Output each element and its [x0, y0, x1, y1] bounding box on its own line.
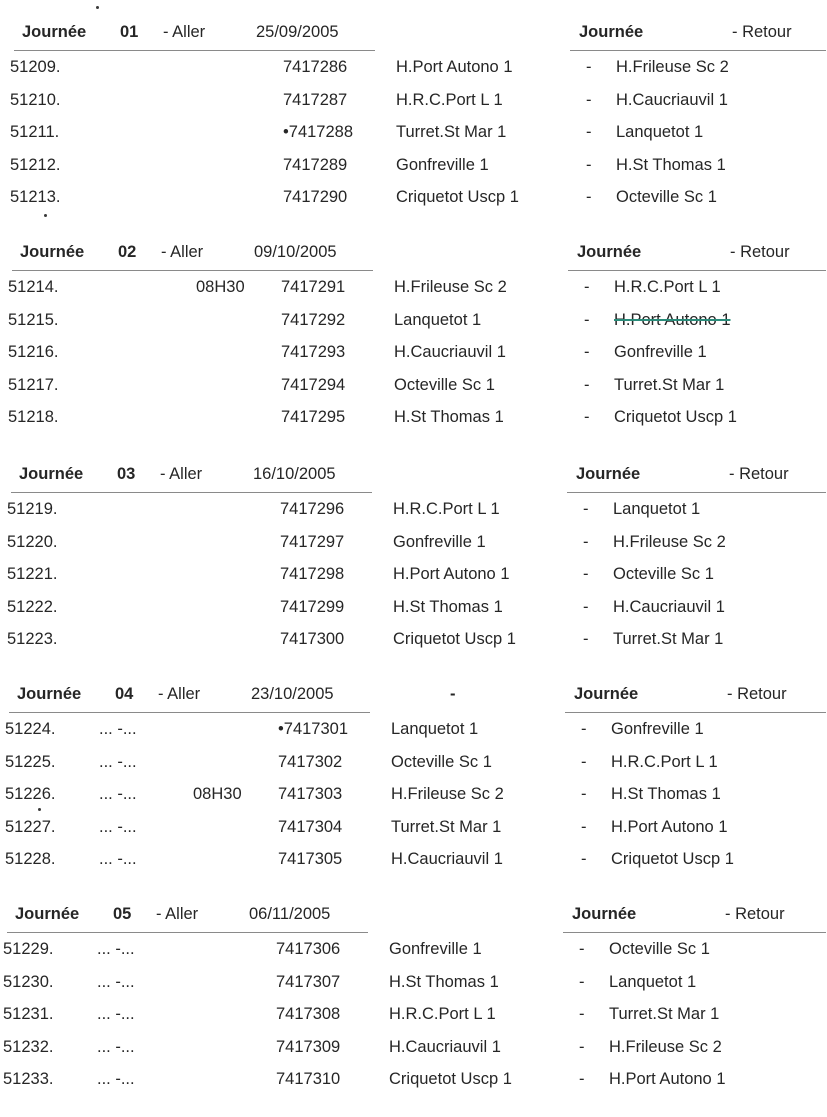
- match-code: 7417290: [283, 188, 348, 206]
- match-id: 51218.: [8, 408, 59, 426]
- retour-label: - Retour: [729, 465, 789, 483]
- aller-label: - Aller: [158, 685, 201, 703]
- home-team: H.St Thomas 1: [389, 973, 499, 991]
- match-code: 7417289: [283, 156, 348, 174]
- versus-dash: -: [586, 91, 592, 109]
- match-id: 51223.: [7, 630, 58, 648]
- away-team: H.St Thomas 1: [611, 785, 721, 803]
- match-code: 7417299: [280, 598, 345, 616]
- retour-header-rule: [563, 932, 826, 933]
- match-id: 51219.: [7, 500, 58, 518]
- away-team: Gonfreville 1: [614, 343, 707, 361]
- aller-header-rule: [11, 492, 372, 493]
- match-code: 7417302: [278, 753, 343, 771]
- match-id: 51220.: [7, 533, 58, 551]
- away-team: Octeville Sc 1: [609, 940, 710, 958]
- retour-journee-label: Journée: [577, 243, 642, 261]
- aller-label: - Aller: [163, 23, 206, 41]
- aller-header-rule: [9, 712, 370, 713]
- away-team: H.Caucriauvil 1: [616, 91, 728, 109]
- journee-block: [0, 682, 827, 897]
- versus-dash: -: [579, 1070, 585, 1088]
- retour-journee-label: Journée: [576, 465, 641, 483]
- aller-header-rule: [14, 50, 375, 51]
- home-team: Turret.St Mar 1: [396, 123, 507, 141]
- versus-dash: -: [584, 376, 590, 394]
- match-id: 51229.: [3, 940, 54, 958]
- away-team: Lanquetot 1: [616, 123, 704, 141]
- home-team: Lanquetot 1: [394, 311, 482, 329]
- home-team: H.R.C.Port L 1: [389, 1005, 496, 1023]
- versus-dash: -: [584, 278, 590, 296]
- away-team: Criquetot Uscp 1: [614, 408, 737, 426]
- home-team: Octeville Sc 1: [391, 753, 492, 771]
- match-id: 51233.: [3, 1070, 54, 1088]
- away-team: Turret.St Mar 1: [613, 630, 724, 648]
- away-team: H.St Thomas 1: [616, 156, 726, 174]
- match-id: 51213.: [10, 188, 61, 206]
- match-code: 7417287: [283, 91, 348, 109]
- home-team: Octeville Sc 1: [394, 376, 495, 394]
- away-team: Criquetot Uscp 1: [611, 850, 734, 868]
- away-team: Octeville Sc 1: [616, 188, 717, 206]
- aller-header-rule: [12, 270, 373, 271]
- journee-number: 02: [118, 243, 137, 261]
- retour-journee-label: Journée: [574, 685, 639, 703]
- match-code: 7417292: [281, 311, 346, 329]
- home-team: H.Port Autono 1: [393, 565, 510, 583]
- home-team: H.Port Autono 1: [396, 58, 513, 76]
- home-team: H.R.C.Port L 1: [393, 500, 500, 518]
- journee-label: Journée: [22, 23, 87, 41]
- retour-label: - Retour: [730, 243, 790, 261]
- away-team: H.R.C.Port L 1: [614, 278, 721, 296]
- home-team: Gonfreville 1: [389, 940, 482, 958]
- home-team: H.St Thomas 1: [393, 598, 503, 616]
- retour-label: - Retour: [727, 685, 787, 703]
- versus-dash: -: [583, 565, 589, 583]
- versus-dash: -: [583, 630, 589, 648]
- match-placeholder: ... -...: [99, 753, 137, 771]
- journee-label: Journée: [19, 465, 84, 483]
- away-team: Turret.St Mar 1: [609, 1005, 720, 1023]
- journee-block: [0, 902, 827, 1117]
- match-id: 51232.: [3, 1038, 54, 1056]
- match-code: 7417286: [283, 58, 348, 76]
- match-code: 7417298: [280, 565, 345, 583]
- match-placeholder: ... -...: [97, 1070, 135, 1088]
- match-id: 51217.: [8, 376, 59, 394]
- home-team: H.Frileuse Sc 2: [391, 785, 504, 803]
- versus-dash: -: [581, 818, 587, 836]
- versus-dash: -: [579, 1038, 585, 1056]
- home-team: H.R.C.Port L 1: [396, 91, 503, 109]
- versus-dash: -: [584, 343, 590, 361]
- aller-label: - Aller: [161, 243, 204, 261]
- journee-number: 05: [113, 905, 132, 923]
- home-team: H.Frileuse Sc 2: [394, 278, 507, 296]
- retour-label: - Retour: [725, 905, 785, 923]
- home-team: Criquetot Uscp 1: [396, 188, 519, 206]
- match-id: 51210.: [10, 91, 61, 109]
- journee-number: 01: [120, 23, 139, 41]
- match-code: 7417297: [280, 533, 345, 551]
- journee-date: 06/11/2005: [249, 905, 331, 923]
- away-team: H.Caucriauvil 1: [613, 598, 725, 616]
- home-team: Gonfreville 1: [393, 533, 486, 551]
- match-id: 51228.: [5, 850, 56, 868]
- versus-dash: -: [581, 753, 587, 771]
- scan-speck: [96, 6, 99, 9]
- match-code: 7417304: [278, 818, 343, 836]
- match-time: 08H30: [193, 785, 242, 803]
- match-id: 51225.: [5, 753, 56, 771]
- match-id: 51211.: [10, 123, 60, 141]
- match-code: 7417296: [280, 500, 345, 518]
- journee-number: 04: [115, 685, 134, 703]
- match-id: 51215.: [8, 311, 59, 329]
- versus-dash: -: [579, 1005, 585, 1023]
- retour-journee-label: Journée: [572, 905, 637, 923]
- retour-label: - Retour: [732, 23, 792, 41]
- journee-block: [0, 20, 827, 235]
- match-code: 7417306: [276, 940, 341, 958]
- away-team: Gonfreville 1: [611, 720, 704, 738]
- versus-dash: -: [581, 720, 587, 738]
- match-code: 7417293: [281, 343, 346, 361]
- scan-speck: [44, 214, 47, 217]
- match-code: 7417307: [276, 973, 341, 991]
- journee-label: Journée: [15, 905, 80, 923]
- match-placeholder: ... -...: [97, 1038, 135, 1056]
- versus-dash: -: [583, 500, 589, 518]
- match-id: 51214.: [8, 278, 59, 296]
- match-placeholder: ... -...: [99, 850, 137, 868]
- away-team: Turret.St Mar 1: [614, 376, 725, 394]
- home-team: Criquetot Uscp 1: [393, 630, 516, 648]
- versus-dash: -: [583, 533, 589, 551]
- versus-dash: -: [584, 311, 590, 329]
- home-team: Criquetot Uscp 1: [389, 1070, 512, 1088]
- scan-speck: [38, 808, 41, 811]
- away-team: H.Frileuse Sc 2: [613, 533, 726, 551]
- versus-dash: -: [581, 850, 587, 868]
- retour-header-rule: [565, 712, 826, 713]
- match-id: 51221.: [7, 565, 58, 583]
- match-placeholder: ... -...: [99, 785, 137, 803]
- match-id: 51227.: [5, 818, 56, 836]
- retour-journee-label: Journée: [579, 23, 644, 41]
- match-placeholder: ... -...: [97, 1005, 135, 1023]
- match-id: 51222.: [7, 598, 58, 616]
- versus-dash: -: [586, 58, 592, 76]
- match-placeholder: ... -...: [99, 720, 137, 738]
- match-id: 51230.: [3, 973, 54, 991]
- match-id: 51224.: [5, 720, 56, 738]
- home-team: Lanquetot 1: [391, 720, 479, 738]
- match-code: •7417288: [283, 123, 354, 141]
- versus-dash: -: [586, 123, 592, 141]
- versus-dash: -: [579, 973, 585, 991]
- match-placeholder: ... -...: [97, 940, 135, 958]
- journee-block: [0, 462, 827, 677]
- home-team: H.Caucriauvil 1: [394, 343, 506, 361]
- away-team: Octeville Sc 1: [613, 565, 714, 583]
- match-placeholder: ... -...: [99, 818, 137, 836]
- retour-header-rule: [567, 492, 826, 493]
- home-team: Gonfreville 1: [396, 156, 489, 174]
- journee-date: 16/10/2005: [253, 465, 336, 483]
- home-team: H.Caucriauvil 1: [389, 1038, 501, 1056]
- versus-dash: -: [586, 188, 592, 206]
- match-time: 08H30: [196, 278, 245, 296]
- journee-date: 09/10/2005: [254, 243, 337, 261]
- journee-label: Journée: [20, 243, 85, 261]
- aller-label: - Aller: [160, 465, 203, 483]
- journee-block: [0, 240, 827, 455]
- aller-label: - Aller: [156, 905, 199, 923]
- away-team: H.Frileuse Sc 2: [616, 58, 729, 76]
- journee-number: 03: [117, 465, 136, 483]
- journee-date: 23/10/2005: [251, 685, 334, 703]
- versus-dash: -: [579, 940, 585, 958]
- versus-dash: -: [583, 598, 589, 616]
- retour-header-rule: [568, 270, 826, 271]
- match-placeholder: ... -...: [97, 973, 135, 991]
- versus-dash: -: [584, 408, 590, 426]
- match-code: 7417291: [281, 278, 346, 296]
- versus-dash: -: [586, 156, 592, 174]
- away-team: H.Frileuse Sc 2: [609, 1038, 722, 1056]
- match-id: 51231.: [3, 1005, 54, 1023]
- away-team: H.Port Autono 1: [609, 1070, 726, 1088]
- home-team: Turret.St Mar 1: [391, 818, 502, 836]
- match-code: •7417301: [278, 720, 349, 738]
- match-code: 7417303: [278, 785, 343, 803]
- match-code: 7417295: [281, 408, 346, 426]
- match-code: 7417308: [276, 1005, 341, 1023]
- away-team: H.Port Autono 1: [611, 818, 728, 836]
- away-team: H.R.C.Port L 1: [611, 753, 718, 771]
- journee-label: Journée: [17, 685, 82, 703]
- versus-dash: -: [581, 785, 587, 803]
- match-id: 51212.: [10, 156, 61, 174]
- match-id: 51216.: [8, 343, 59, 361]
- header-mark: -: [450, 685, 456, 703]
- away-team: Lanquetot 1: [613, 500, 701, 518]
- match-code: 7417309: [276, 1038, 341, 1056]
- away-team: Lanquetot 1: [609, 973, 697, 991]
- match-code: 7417310: [276, 1070, 341, 1088]
- match-code: 7417305: [278, 850, 343, 868]
- aller-header-rule: [7, 932, 368, 933]
- home-team: H.St Thomas 1: [394, 408, 504, 426]
- retour-header-rule: [570, 50, 826, 51]
- match-id: 51209.: [10, 58, 61, 76]
- match-code: 7417294: [281, 376, 346, 394]
- home-team: H.Caucriauvil 1: [391, 850, 503, 868]
- away-team: H.Port Autono 1: [614, 311, 731, 329]
- match-code: 7417300: [280, 630, 345, 648]
- match-id: 51226.: [5, 785, 56, 803]
- journee-date: 25/09/2005: [256, 23, 339, 41]
